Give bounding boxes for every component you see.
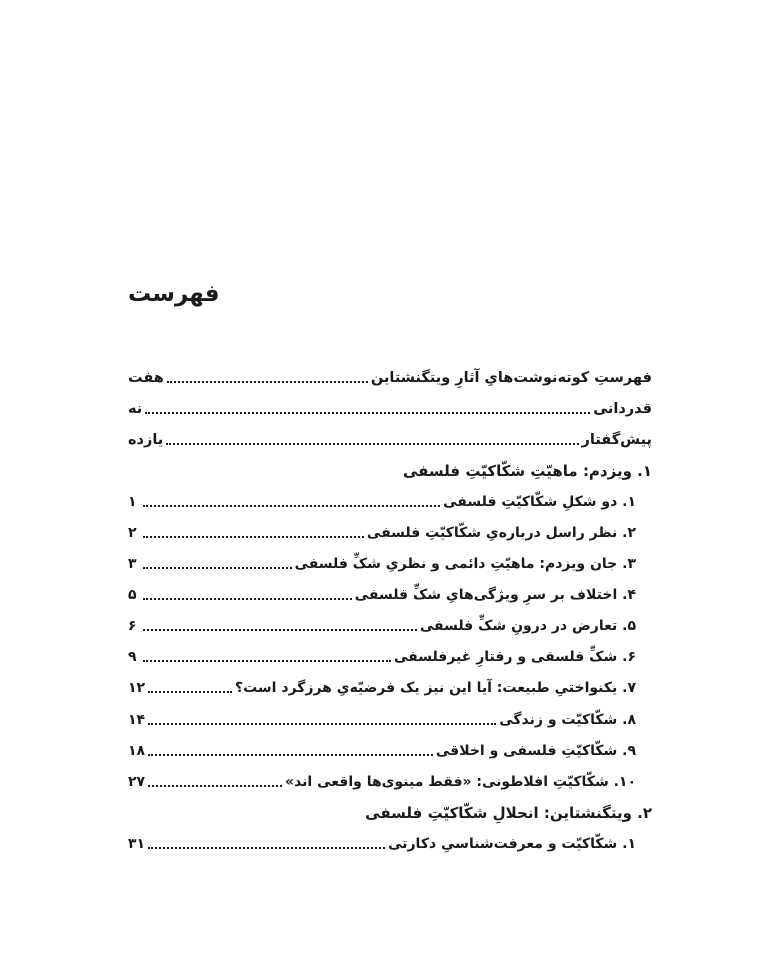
toc-entry-title: ۷. یکنواختیِ طبیعت: آیا این نیز یک فرضیّه‌یِ هرزگرد است؟ — [234, 680, 636, 697]
toc-part-heading-1[interactable] — [128, 455, 652, 486]
toc-entry-title: ۹. شکّاکیّتِ فلسفی و اخلاقی — [435, 742, 636, 759]
toc-part-heading-2[interactable] — [128, 797, 652, 828]
toc-part-title: ۱. ویزدم: ماهیّتِ شکّاکیّتِ فلسفی — [402, 461, 652, 480]
toc-entry-page: هفت — [128, 369, 164, 386]
toc-entry-page: ۱ — [128, 493, 137, 510]
toc-entry-title: ۸. شکّاکیّت و زندگی — [499, 711, 636, 728]
dot-leader — [148, 835, 385, 853]
dot-leader — [148, 773, 282, 791]
toc-entry-1-10[interactable] — [128, 766, 652, 797]
dot-leader — [148, 711, 496, 729]
toc-entry-page: ۵ — [128, 587, 137, 604]
toc-entry-preface[interactable] — [128, 424, 652, 455]
toc-entry-1-8[interactable] — [128, 704, 652, 735]
toc-entry-1-3[interactable] — [128, 549, 652, 580]
dot-leader — [143, 524, 364, 542]
toc-entry-2-1[interactable] — [128, 828, 652, 859]
dot-leader — [143, 555, 292, 573]
toc-entry-page: ۲۷ — [128, 773, 146, 790]
toc-entry-title: ۲. نظر راسل درباره‌یِ شکّاکیّتِ فلسفی — [366, 525, 636, 542]
toc-entry-1-9[interactable] — [128, 735, 652, 766]
dot-leader — [148, 742, 433, 760]
toc-entry-page: یازده — [128, 431, 164, 448]
toc-entry-1-5[interactable] — [128, 611, 652, 642]
toc-entry-acknowledgements[interactable] — [128, 393, 652, 424]
dot-leader — [143, 493, 440, 511]
dot-leader — [143, 586, 352, 604]
toc-entry-title: ۱. دو شکلِ شکّاکیّتِ فلسفی — [443, 493, 636, 510]
toc-entry-1-4[interactable] — [128, 580, 652, 611]
dot-leader — [143, 617, 417, 635]
toc-entry-title: ۳. جان ویزدم: ماهیّتِ دائمی و نظریِ شکِّ فلسفی — [294, 556, 636, 573]
toc-entry-title: ۱۰. شکّاکیّتِ افلاطونی: «فقط مینوی‌ها واقعی اند» — [285, 773, 636, 790]
toc-entry-title: ۴. اختلاف بر سرِ ویژگی‌هایِ شکِّ فلسفی — [354, 587, 636, 604]
table-of-contents — [128, 362, 652, 860]
toc-entry-abbreviations[interactable] — [128, 362, 652, 393]
dot-leader — [166, 431, 578, 449]
toc-entry-page: ۳۱ — [128, 835, 146, 852]
toc-entry-page: ۱۴ — [128, 711, 146, 728]
dot-leader — [145, 400, 590, 418]
toc-entry-page: ۶ — [128, 618, 137, 635]
toc-entry-page: ۲ — [128, 525, 137, 542]
toc-entry-page: نه — [128, 400, 143, 417]
toc-entry-1-6[interactable] — [128, 642, 652, 673]
toc-entry-title: قدردانی — [593, 400, 652, 417]
toc-entry-title: ۱. شکّاکیّت و معرفت‌شناسیِ دکارتی — [388, 835, 636, 852]
dot-leader — [167, 369, 368, 387]
toc-entry-page: ۳ — [128, 556, 137, 573]
toc-part-title: ۲. ویتگنشتاین: انحلالِ شکّاکیّتِ فلسفی — [365, 803, 652, 822]
dot-leader — [143, 648, 391, 666]
toc-entry-1-1[interactable] — [128, 486, 652, 517]
toc-entry-title: فهرستِ کوته‌نوشت‌هایِ آثارِ ویتگنشتاین — [370, 369, 652, 386]
toc-entry-1-7[interactable] — [128, 673, 652, 704]
toc-entry-title: ۶. شکِّ فلسفی و رفتارِ غیرفلسفی — [393, 649, 636, 666]
toc-entry-title: ۵. تعارض در درونِ شکِّ فلسفی — [419, 618, 636, 635]
page-title: فهرست — [128, 281, 220, 307]
toc-entry-page: ۱۲ — [128, 680, 146, 697]
dot-leader — [148, 679, 232, 697]
toc-entry-1-2[interactable] — [128, 517, 652, 548]
toc-entry-title: پیش‌گفتار — [581, 431, 652, 448]
toc-entry-page: ۹ — [128, 649, 137, 666]
toc-entry-page: ۱۸ — [128, 742, 146, 759]
